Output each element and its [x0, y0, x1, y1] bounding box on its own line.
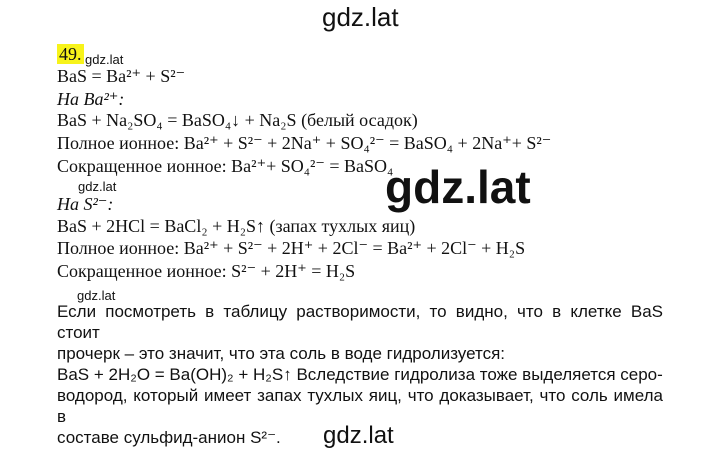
equation-molecular-2: BaS + 2HCl = BaCl₂ + H₂S↑ (запах тухлых яиц): [57, 216, 416, 236]
watermark-small: gdz.lat: [85, 52, 124, 67]
equation-short-ionic-1: Сокращенное ионное: Ba²⁺+ SO₄²⁻ = BaSO₄: [57, 156, 394, 176]
equation-full-ionic-2: Полное ионное: Ba²⁺ + S²⁻ + 2H⁺ + 2Cl⁻ = Ba²⁺ + 2Cl⁻ + H₂S: [57, 238, 526, 258]
equation-full-ionic-1: Полное ионное: Ba²⁺ + S²⁻ + 2Na⁺ + SO₄²⁻ = BaSO₄ + 2Na⁺+ S²⁻: [57, 133, 552, 153]
watermark-center: gdz.lat: [385, 161, 531, 213]
equation-molecular-1: BaS + Na₂SO₄ = BaSO₄↓ + Na₂S (белый осадок): [57, 110, 418, 130]
watermark-top: gdz.lat: [322, 2, 399, 32]
explanation-paragraph: [57, 301, 663, 448]
equation-short-ionic-2: Сокращенное ионное: S²⁻ + 2H⁺ = H₂S: [57, 261, 356, 281]
paragraph-line: водород, который имеет запах тухлых яиц, что доказывает, что соль имела в: [57, 386, 663, 426]
watermark-small: gdz.lat: [78, 179, 117, 194]
paragraph-line: Если посмотреть в таблицу растворимости, то видно, что в клетке BaS стоит: [57, 302, 663, 342]
equation-dissociation: BaS = Ba²⁺ + S²⁻: [57, 66, 186, 86]
watermark-bottom: gdz.lat: [323, 422, 394, 449]
paragraph-line: прочерк – это значит, что эта соль в воде гидролизуется:: [57, 344, 506, 363]
heading-barium-ion: На Ba²⁺:: [57, 89, 125, 109]
paragraph-line: BaS + 2H₂O = Ba(OH)₂ + H₂S↑ Вследствие гидролиза тоже выделяется серо-: [57, 365, 663, 384]
paragraph-line: составе сульфид-анион S²⁻.: [57, 428, 281, 447]
watermark-small: gdz.lat: [77, 288, 116, 303]
heading-sulfide-ion: На S²⁻:: [57, 194, 114, 214]
task-number: 49.: [59, 44, 82, 64]
